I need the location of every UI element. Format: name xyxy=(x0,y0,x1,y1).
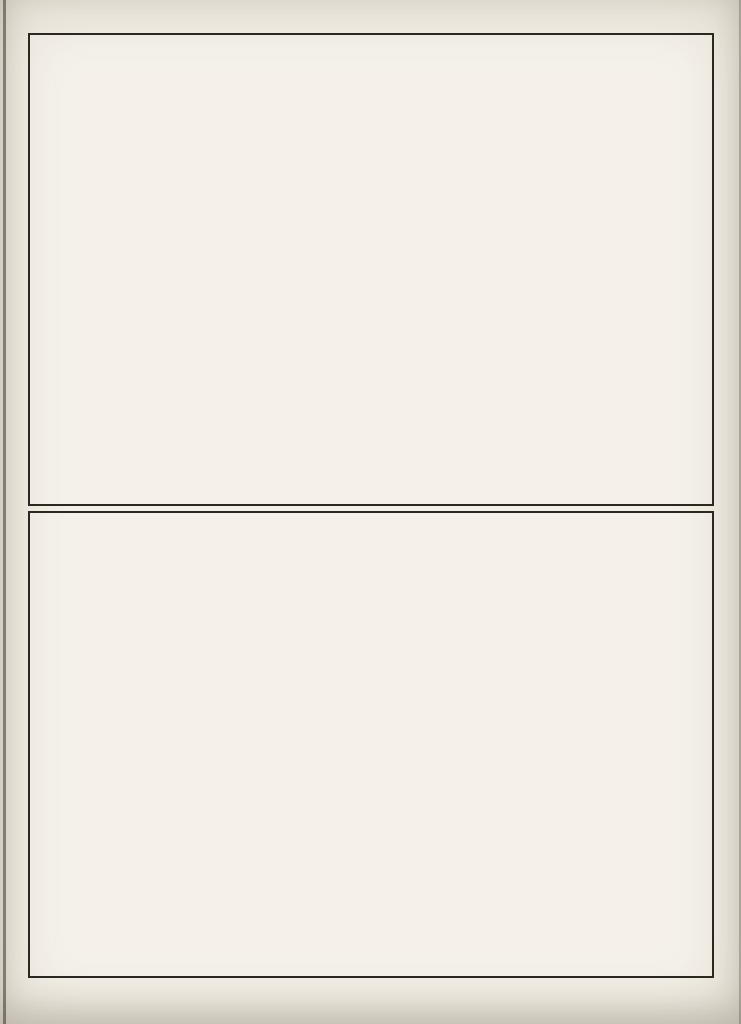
roster-table-bottom xyxy=(28,511,714,978)
roster-table-top xyxy=(28,33,714,506)
scan-edge-artifact xyxy=(3,0,6,1024)
